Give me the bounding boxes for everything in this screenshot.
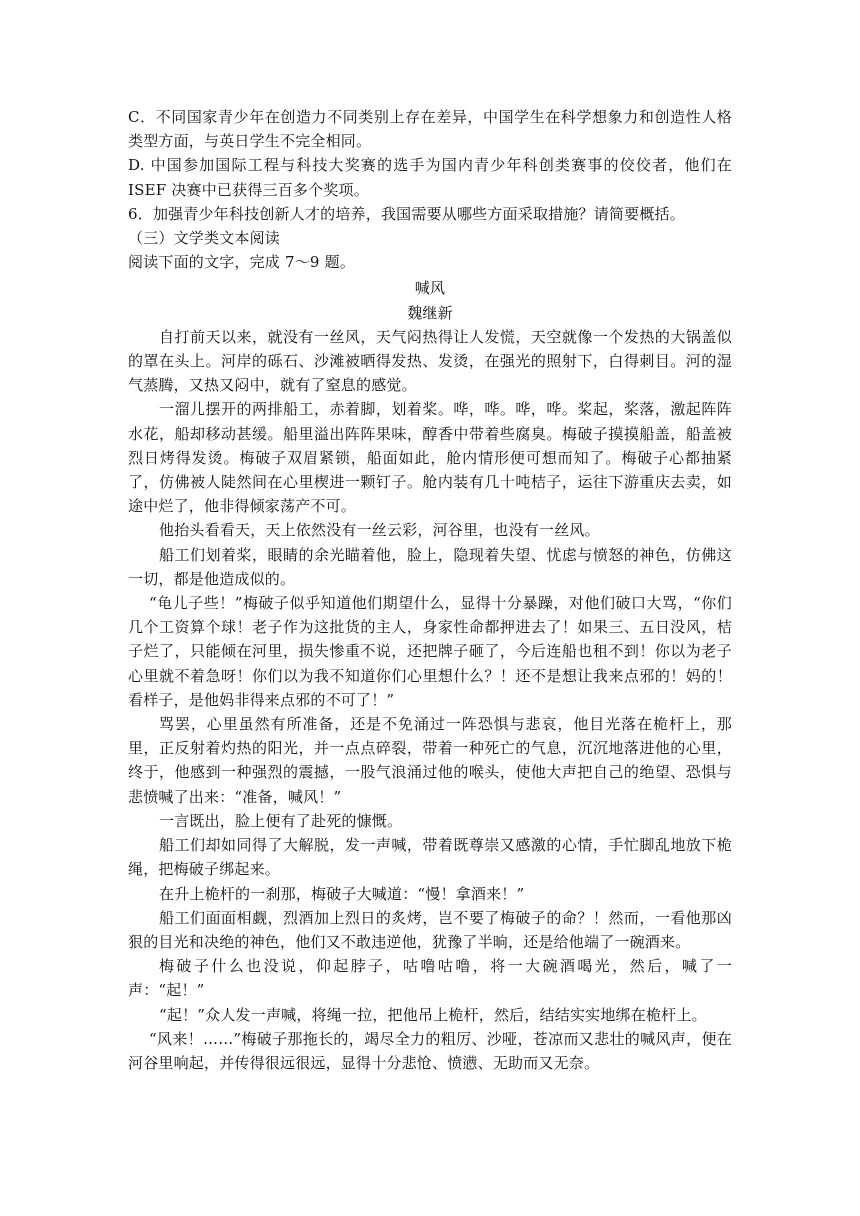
- story-paragraph-9: 在升上桅杆的一刹那，梅破子大喊道：“慢！拿酒来！”: [159, 884, 525, 903]
- section-heading: （三）文学类文本阅读: [128, 229, 281, 248]
- story-paragraph-13: “风来！……”梅破子那拖长的，竭尽全力的粗厉、沙哑，苍凉而又悲壮的喊风声，便在河谷里响起，并传得很远很远，显得十分悲怆、愤懑、无助而又无奈。: [128, 1029, 732, 1072]
- story-paragraph-11: 梅破子什么也没说，仰起脖子，咕噜咕噜，将一大碗酒喝光，然后，喊了一声：“起！”: [128, 957, 732, 1000]
- story-paragraph-2: 一溜儿摆开的两排船工，赤着脚，划着桨。哗，哗。哗，哗。桨起，桨落，激起阵阵水花，船却移动甚缓。船里溢出阵阵果味，醇香中带着些腐臭。梅破子摸摸船盖，船盖被烈日烤得发烫。梅破子双眉紧锁，船面如此，舱内情形便可想而知了。梅破子心都抽紧了，仿佛被人陡然间在心里楔进一颗钉子。舱内装有几十吨桔子，运往下游重庆去卖，如途中烂了，他非得倾家荡产不可。: [128, 400, 732, 516]
- story-paragraph-8: 船工们却如同得了大解脱，发一声喊，带着既尊崇又感激的心情，手忙脚乱地放下桅绳，把梅破子绑起来。: [128, 836, 732, 879]
- story-paragraph-4: 船工们划着桨，眼睛的余光瞄着他，脸上，隐现着失望、忧虑与愤怒的神色，仿佛这一切，都是他造成似的。: [128, 545, 732, 588]
- option-d: D. 中国参加国际工程与科技大奖赛的选手为国内青少年科创类赛事的佼佼者，他们在 ISEF 决赛中已获得三百多个奖项。: [128, 156, 732, 199]
- story-paragraph-6: 骂罢，心里虽然有所准备，还是不免涌过一阵恐惧与悲哀，他目光落在桅杆上，那里，正反射着灼热的阳光，并一点点碎裂，带着一种死亡的气息，沉沉地落进他的心里，终于，他感到一种强烈的震撼，一股气浪涌过他的喉头，使他大声把自己的绝望、恐惧与悲愤喊了出来：“准备，喊风！”: [128, 715, 732, 806]
- story-paragraph-3: 他抬头看看天，天上依然没有一丝云彩，河谷里，也没有一丝风。: [159, 521, 600, 540]
- reading-instruction: 阅读下面的文字，完成 7～9 题。: [128, 253, 356, 272]
- text-body: [128, 105, 732, 1075]
- story-paragraph-12: “起！”众人发一声喊，将绳一拉，把他吊上桅杆，然后，结结实实地绑在桅杆上。: [159, 1005, 707, 1024]
- option-c: C．不同国家青少年在创造力不同类别上存在差异，中国学生在科学想象力和创造性人格类型方面，与英日学生不完全相同。: [128, 108, 732, 151]
- story-paragraph-7: 一言既出，脸上便有了赴死的慷慨。: [159, 811, 403, 830]
- question-6: 6．加强青少年科技创新人才的培养，我国需要从哪些方面采取措施？请简要概括。: [128, 204, 685, 223]
- story-paragraph-5: “龟儿子些！”梅破子似乎知道他们期望什么，显得十分暴躁，对他们破口大骂，“你们几个工资算个球！老子作为这批货的主人，身家性命都押进去了！如果三、五日没风，桔子烂了，只能倾在河里，损失惨重不说，还把牌子砸了，今后连船也租不到！你以为老子心里就不着急呀！你们以为我不知道你们心里想什么？！还不是想让我来点邪的！妈的！看样子，是他妈非得来点邪的不可了！”: [128, 594, 732, 709]
- story-author: 魏继新: [407, 303, 453, 322]
- story-paragraph-1: 自打前天以来，就没有一丝风，天气闷热得让人发慌，天空就像一个发热的大锅盖似的罩在头上。河岸的砾石、沙滩被晒得发热、发烫，在强光的照射下，白得刺目。河的湿气蒸腾，又热又闷中，就有了窒息的感觉。: [128, 327, 732, 395]
- story-title: 喊风: [414, 279, 446, 298]
- story-paragraph-10: 船工们面面相觑，烈酒加上烈日的炙烤，岂不要了梅破子的命？！然而，一看他那凶狠的目光和决绝的神色，他们又不敢违逆他，犹豫了半晌，还是给他端了一碗酒来。: [128, 908, 732, 951]
